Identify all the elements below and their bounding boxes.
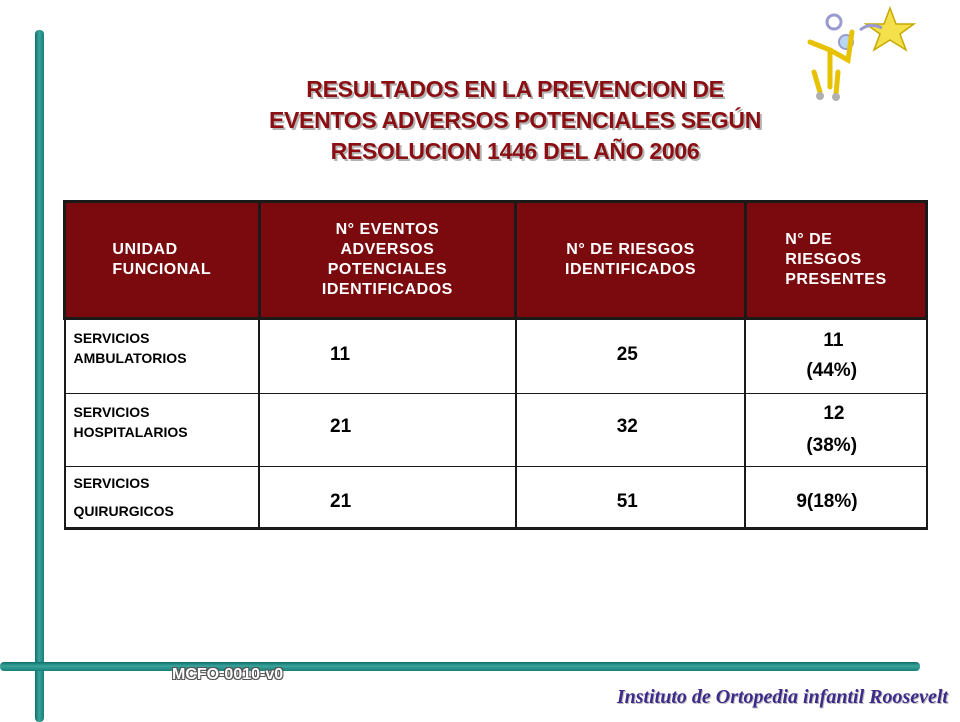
institute-name: Instituto de Ortopedia infantil Roosevelt [616,686,948,708]
page-title [150,74,880,167]
table-row [65,319,927,394]
unit-cell: SERVICIOS HOSPITALARIOS [65,394,260,467]
header-unidad-funcional: UNIDAD FUNCIONAL [65,202,260,319]
riesgos-cell: 25 [516,319,746,394]
title-line-1: RESULTADOS EN LA PREVENCION DE [306,76,724,102]
title-line-3: RESOLUCION 1446 DEL AÑO 2006 [330,138,700,164]
header-eventos-adversos: N° EVENTOS ADVERSOS POTENCIALES IDENTIFICADOS [259,202,516,319]
document-code: MCFO-0010-v0 [172,666,284,683]
results-table [63,200,928,530]
vertical-accent-bar [35,30,44,722]
header-riesgos-presentes: N° DE RIESGOS PRESENTES [745,202,926,319]
unit-cell: SERVICIOS AMBULATORIOS [65,319,260,394]
presentes-cell: 11 (44%) [745,319,926,394]
header-riesgos-identificados: N° DE RIESGOS IDENTIFICADOS [516,202,746,319]
presentes-cell: 12 (38%) [745,394,926,467]
riesgos-cell: 51 [516,467,746,529]
unit-cell: SERVICIOS QUIRURGICOS [65,467,260,529]
table-row [65,394,927,467]
table-header-row [65,202,927,319]
eventos-cell: 21 [259,394,516,467]
riesgos-cell: 32 [516,394,746,467]
table-row [65,467,927,529]
eventos-cell: 11 [259,319,516,394]
eventos-cell: 21 [259,467,516,529]
title-line-2: EVENTOS ADVERSOS POTENCIALES SEGÚN [268,107,762,133]
presentes-cell: 9(18%) [745,467,926,529]
horizontal-accent-bar [0,662,920,671]
